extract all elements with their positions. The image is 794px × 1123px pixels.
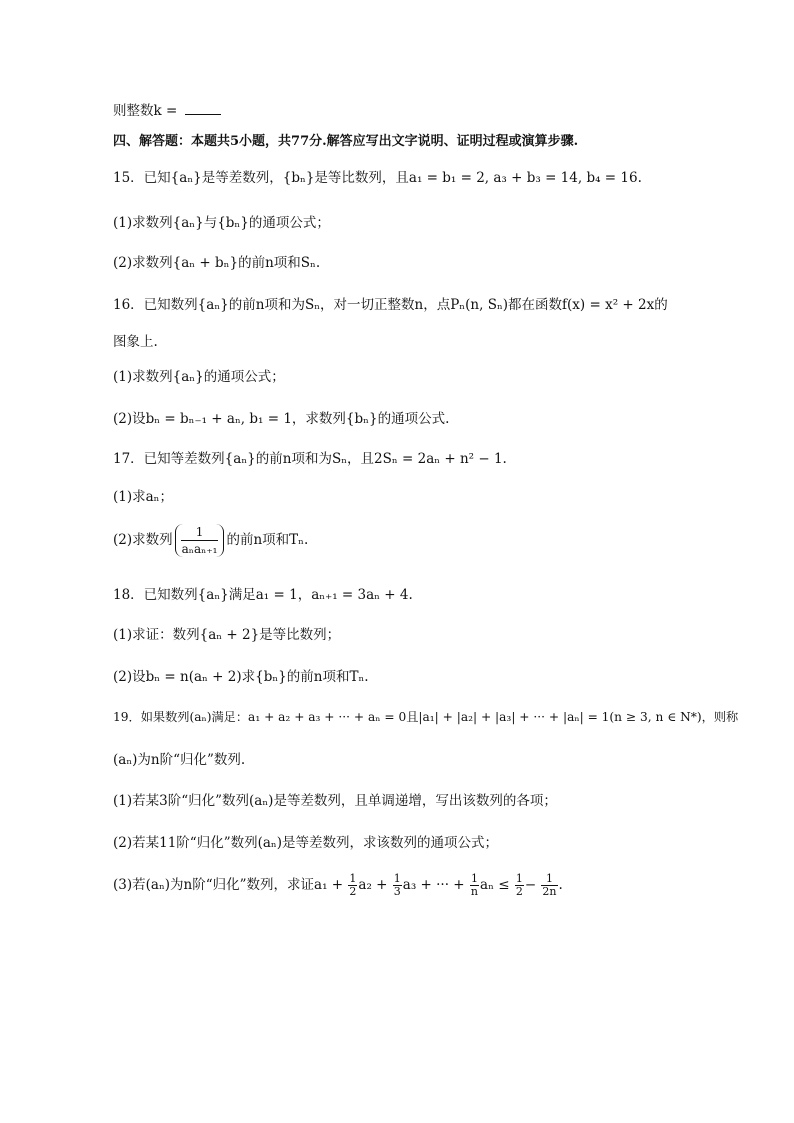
intro-text: 则整数k = bbox=[113, 103, 182, 119]
section-header: 四、解答题：本题共5小题，共77分.解答应写出文字说明、证明过程或演算步骤. bbox=[113, 134, 579, 149]
part2-suffix: 的前n项和Tₙ. bbox=[226, 532, 309, 548]
fraction-term: $\frac{1}{2}$ bbox=[349, 872, 357, 898]
intro-line bbox=[113, 101, 221, 121]
problem-19-part2: (2)若某11阶“归化”数列(aₙ)是等差数列，求该数列的通项公式； bbox=[113, 835, 499, 851]
problem-17-part1: (1)求aₙ； bbox=[113, 489, 174, 505]
problem-16-part1: (1)求数列{aₙ}的通项公式； bbox=[113, 369, 285, 385]
part3-prefix: (3)若(aₙ)为n阶“归化”数列，求证a₁ + bbox=[113, 877, 344, 893]
problem-16-stem: 16．已知数列{aₙ}的前n项和为Sₙ，对一切正整数n，点Pₙ(n, Sₙ)都在函数f(x) = x² + 2x的 bbox=[113, 297, 668, 313]
problem-18-stem: 18．已知数列{aₙ}满足a₁ = 1，aₙ₊₁ = 3aₙ + 4. bbox=[113, 587, 413, 603]
fraction-term: $\frac{1}{2}$ bbox=[515, 872, 523, 898]
part2-prefix: (2)求数列 bbox=[113, 532, 173, 548]
problem-16-stem-cont: 图象上. bbox=[113, 334, 158, 350]
fraction-term: $\frac{1}{2n}$ bbox=[542, 872, 557, 898]
problem-19-part1: (1)若某3阶“归化”数列(aₙ)是等差数列，且单调递增，写出该数列的各项； bbox=[113, 793, 557, 809]
problem-17-part2 bbox=[113, 524, 308, 557]
problem-16-part2: (2)设bₙ = bₙ₋₁ + aₙ, b₁ = 1，求数列{bₙ}的通项公式. bbox=[113, 411, 450, 427]
problem-19-stem: 19．如果数列(aₙ)满足：a₁ + a₂ + a₃ + ··· + aₙ = 0且|a₁| + |a₂| + |a₃| + ··· + |aₙ| = 1(n ≥ 3, n ∈ N*)，则称 bbox=[113, 710, 739, 724]
problem-18-part2: (2)设bₙ = n(aₙ + 2)求{bₙ}的前n项和Tₙ. bbox=[113, 669, 369, 685]
answer-blank bbox=[185, 102, 221, 115]
problem-17-stem: 17．已知等差数列{aₙ}的前n项和为Sₙ，且2Sₙ = 2aₙ + n² − 1. bbox=[113, 451, 507, 467]
fraction-term: $\frac{1}{3}$ bbox=[393, 872, 401, 898]
problem-19-part3: (3)若(aₙ)为n阶“归化”数列，求证a₁ + $\frac{1}{2}$ a₂ + $\frac{1}{3}$ a₃ + ··· + $\frac{1}{n}$ aₙ ≤ $\frac{1}{2}$ − $\frac{1}{2n}$ . bbox=[113, 872, 563, 898]
problem-18-part1: (1)求证：数列{aₙ + 2}是等比数列； bbox=[113, 627, 341, 643]
fraction-numerator: 1 bbox=[181, 524, 219, 541]
problem-15-part2: (2)求数列{aₙ + bₙ}的前n项和Sₙ. bbox=[113, 255, 321, 271]
fraction-denominator: aₙaₙ₊₁ bbox=[181, 542, 218, 556]
problem-19-stem-cont: (aₙ)为n阶“归化”数列. bbox=[113, 752, 246, 768]
fraction-term: $\frac{1}{n}$ bbox=[470, 872, 479, 898]
fraction-sequence bbox=[175, 524, 225, 557]
problem-15-part1: (1)求数列{aₙ}与{bₙ}的通项公式； bbox=[113, 215, 330, 231]
problem-15-stem: 15．已知{aₙ}是等差数列，{bₙ}是等比数列，且a₁ = b₁ = 2, a₃ + b₃ = 14, b₄ = 16. bbox=[113, 170, 642, 186]
